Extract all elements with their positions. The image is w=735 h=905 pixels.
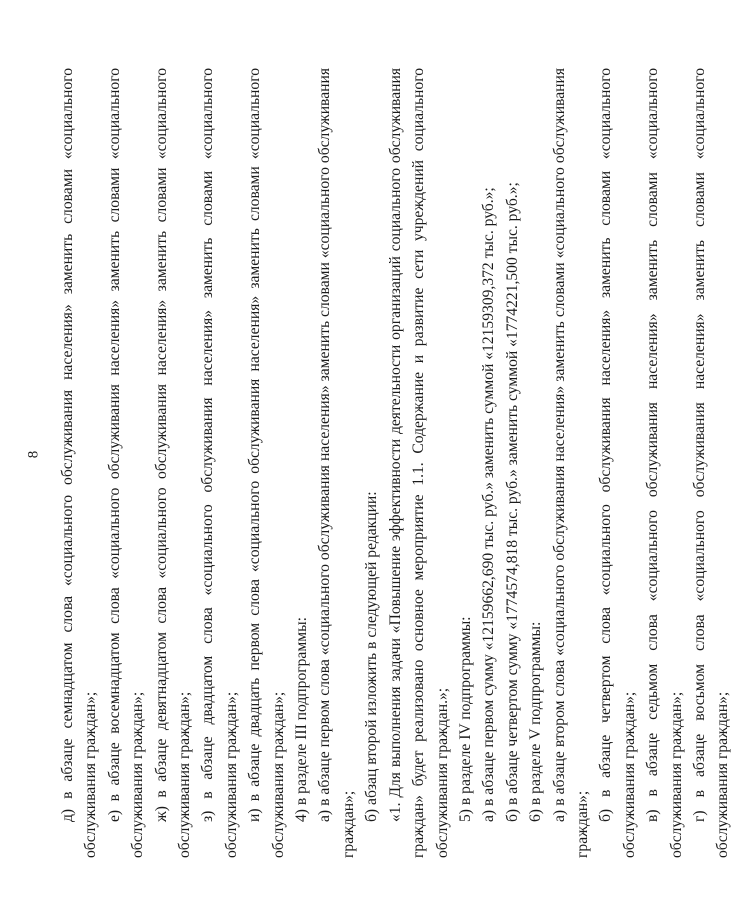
paragraph-6a: а) в абзаце втором слова «социального обслуживания населения» заменить словами «социального обслуживания граждан»;: [550, 68, 591, 858]
paragraph-i-21: и) в абзаце двадцать первом слова «социального обслуживания населения» заменить словами «социального обслуживания граждан»;: [246, 68, 287, 858]
section-5-heading: 5) в разделе IV подпрограммы:: [456, 616, 474, 822]
paragraph-6v: в) в абзаце седьмом слова «социального обслуживания населения» заменить словами «социального обслуживания граждан»;: [644, 68, 685, 858]
paragraph-6b: б) в абзаце четвертом слова «социального обслуживания населения» заменить словами «социального обслуживания граждан»;: [597, 68, 638, 858]
document-body: [56, 68, 735, 858]
paragraph-z-20: з) в абзаце двадцатом слова «социального обслуживания населения» заменить словами «социального обслуживания граждан»;: [199, 68, 240, 858]
paragraph-4b-quote: «1. Для выполнения задачи «Повышение эффективности деятельности организаций социального обслуживания граждан» будет реализовано основное мероприятие 1.1. Содержание и развитие сети учреждений социального обслуживания граждан.»;: [386, 68, 451, 858]
section-4-heading: 4) в разделе III подпрограммы:: [293, 617, 311, 822]
paragraph-zh-19: ж) в абзаце девятнадцатом слова «социального обслуживания населения» заменить словами «социального обслуживания граждан»;: [152, 68, 194, 858]
paragraph-5a: а) в абзаце первом сумму «12159662,690 тыс. руб.» заменить суммой «12159309,372 тыс. руб.»;: [480, 187, 498, 822]
page-number: 8: [25, 450, 42, 459]
paragraph-6g: г) в абзаце восьмом слова «социального обслуживания населения» заменить словами «социального обслуживания граждан»;: [690, 68, 732, 858]
paragraph-4b: б) абзац второй изложить в следующей редакции:: [363, 491, 381, 822]
section-6-heading: 6) в разделе V подпрограммы:: [527, 621, 545, 822]
paragraph-e-18: е) в абзаце восемнадцатом слова «социального обслуживания населения» заменить словами «социального обслуживания граждан»;: [105, 68, 147, 858]
paragraph-5b: б) в абзаце четвертом сумму «1774574,818 тыс. руб.» заменить суммой «1774221,500 тыс. руб.»;: [503, 182, 521, 822]
paragraph-d-17: д) в абзаце семнадцатом слова «социального обслуживания населения» заменить словами «социального обслуживания граждан»;: [59, 68, 100, 858]
paragraph-4a: а) в абзаце первом слова «социального обслуживания населения» заменить словами «социального обслуживания граждан»;: [316, 68, 357, 858]
